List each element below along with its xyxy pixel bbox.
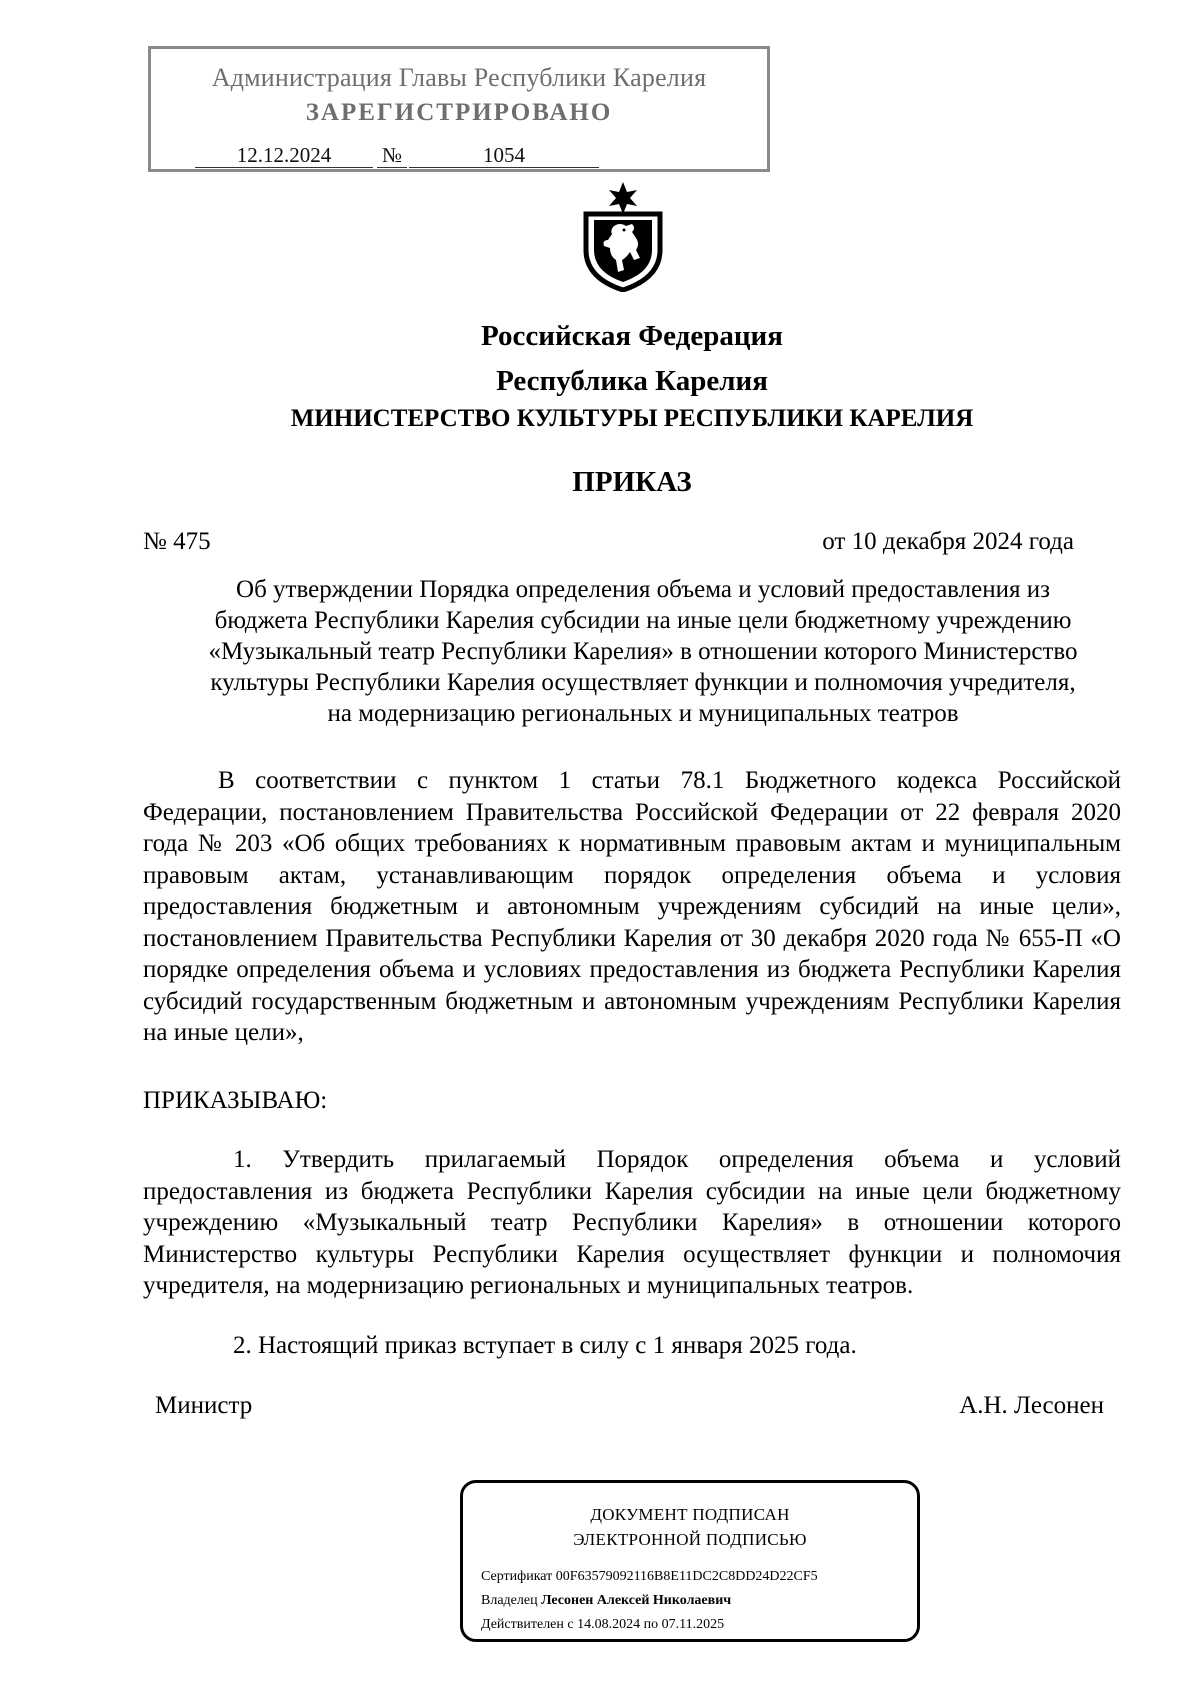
header-republic: Республика Карелия xyxy=(496,365,768,397)
header-country: Российская Федерация xyxy=(481,320,783,352)
esign-cert-label: Сертификат xyxy=(481,1569,553,1584)
esign-cert-value: 00F63579092116B8E11DC2C8DD24D22CF5 xyxy=(555,1569,818,1584)
esign-valid-to: 07.11.2025 xyxy=(661,1617,725,1632)
decree-word: ПРИКАЗЫВАЮ: xyxy=(143,1087,328,1114)
esign-owner xyxy=(481,1593,731,1609)
subject-line: «Музыкальный театр Республики Карелия» в отношении которого Министерство xyxy=(208,638,1078,665)
registration-org: Администрация Главы Республики Карелия xyxy=(211,63,707,92)
esign-valid-from: 14.08.2024 xyxy=(577,1617,641,1632)
signatory-name: А.Н. Лесонен xyxy=(959,1392,1104,1419)
registration-status: ЗАРЕГИСТРИРОВАНО xyxy=(305,99,613,126)
esign-validity xyxy=(481,1617,724,1633)
registration-number-sign: № xyxy=(377,143,407,168)
subject-line: Об утверждении Порядка определения объема и условий предоставления из xyxy=(236,576,1050,603)
karelia-coat-of-arms-icon xyxy=(580,180,666,292)
header-ministry: МИНИСТЕРСТВО КУЛЬТУРЫ РЕСПУБЛИКИ КАРЕЛИЯ xyxy=(290,405,974,432)
subject-line: бюджета Республики Карелия субсидии на иные цели бюджетному учреждению xyxy=(214,607,1072,634)
esign-valid-to-label: по xyxy=(643,1617,659,1632)
esign-owner-label: Владелец xyxy=(481,1593,538,1608)
registration-stamp xyxy=(148,46,770,172)
basis-paragraph: В соответствии с пунктом 1 статьи 78.1 Бюджетного кодекса Российской Федерации, постановлением Правительства Российской Федерации от 22 февраля 2020 года № 203 «Об общих требованиях к нормативным правовым актам и муниципальным правовым актам, устанавливающим порядок определения объема и условия предоставления бюджетным и автономным учреждениям субсидий на иные цели», постановлением Правительства Республики Карелия от 30 декабря 2020 года № 655-П «О порядке определения объема и условиях предоставления из бюджета Республики Карелия субсидий государственным бюджетным и автономным учреждениям Республики Карелия на иные цели», xyxy=(143,767,1121,1046)
order-subject xyxy=(143,574,1143,729)
registration-date: 12.12.2024 xyxy=(195,143,373,168)
esign-title-2: ЭЛЕКТРОННОЙ ПОДПИСЬЮ xyxy=(573,1530,807,1549)
order-date: от 10 декабря 2024 года xyxy=(822,528,1074,555)
signatory-position: Министр xyxy=(155,1392,253,1419)
order-item-1: 1. Утвердить прилагаемый Порядок определения объема и условий предоставления из бюджета Республики Карелия субсидии на иные цели бюджетному учреждению «Музыкальный театр Республики Карелия» в отношении которого Министерство культуры Республики Карелия осуществляет функции и полномочия учредителя, на модернизацию региональных и муниципальных театров. xyxy=(143,1146,1121,1299)
subject-line: на модернизацию региональных и муниципальных театров xyxy=(327,700,959,727)
subject-line: культуры Республики Карелия осуществляет функции и полномочия учредителя, xyxy=(210,669,1076,696)
order-item-2: 2. Настоящий приказ вступает в силу с 1 января 2025 года. xyxy=(233,1332,857,1359)
esign-certificate xyxy=(481,1569,818,1585)
esign-title-1: ДОКУМЕНТ ПОДПИСАН xyxy=(590,1505,790,1524)
registration-number: 1054 xyxy=(409,143,599,168)
esign-valid-label: Действителен с xyxy=(481,1617,574,1632)
order-number: № 475 xyxy=(143,528,211,555)
electronic-signature-stamp xyxy=(460,1480,920,1642)
esign-owner-name: Лесонен Алексей Николаевич xyxy=(541,1593,732,1608)
document-type: ПРИКАЗ xyxy=(572,466,692,498)
